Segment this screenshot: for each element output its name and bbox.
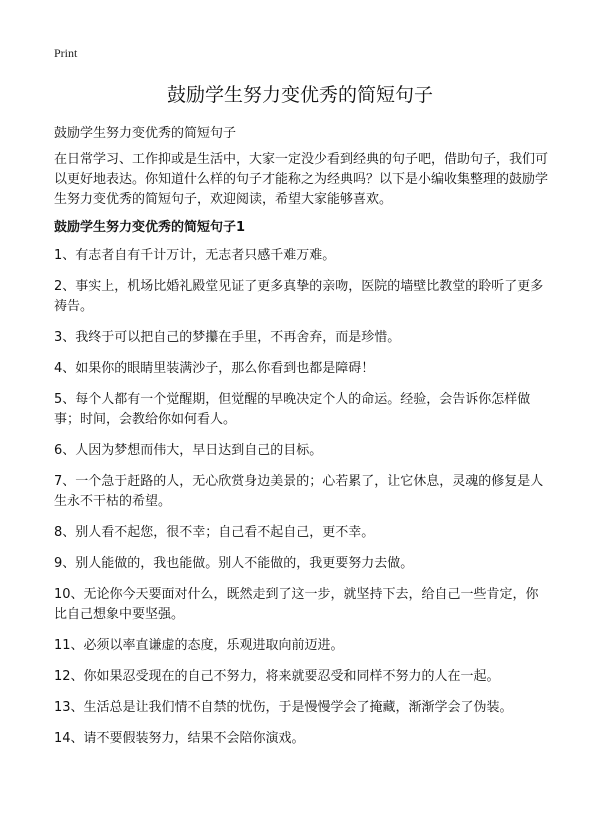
- list-item: 11、必须以率直谦虚的态度，乐观进取向前迈进。: [54, 638, 344, 653]
- print-link[interactable]: Print: [54, 46, 78, 60]
- list-item: 1、有志者自有千计万计，无志者只感千难万难。: [54, 248, 336, 263]
- list-item: 10、无论你今天要面对什么，既然走到了这一步，就坚持下去，给自己一些肯定，你比自己想象中要坚强。: [54, 587, 539, 622]
- intro-paragraph: 在日常学习、工作抑或是生活中，大家一定没少看到经典的句子吧，借助句子，我们可以更好地表达。你知道什么样的句子才能称之为经典吗？以下是小编收集整理的鼓励学生努力变优秀的简短句子，欢迎阅读，希望大家能够喜欢。: [54, 152, 549, 207]
- list-item: 5、每个人都有一个觉醒期，但觉醒的早晚决定个人的命运。经验，会告诉你怎样做事；时间，会教给你如何看人。: [54, 392, 531, 427]
- list-item: 2、事实上，机场比婚礼殿堂见证了更多真挚的亲吻，医院的墙壁比教堂的聆听了更多祷告。: [54, 279, 544, 314]
- section-heading: 鼓励学生努力变优秀的简短句子1: [54, 220, 246, 235]
- page-title: 鼓励学生努力变优秀的简短句子: [166, 84, 433, 106]
- list-item: 8、别人看不起您，很不幸；自己看不起自己，更不幸。: [54, 525, 375, 540]
- sentence-list: [54, 246, 550, 760]
- list-item: 14、请不要假装努力，结果不会陪你演戏。: [54, 731, 305, 746]
- article-subtitle: 鼓励学生努力变优秀的简短句子: [54, 126, 237, 141]
- list-item: 12、你如果忍受现在的自己不努力，将来就要忍受和同样不努力的人在一起。: [54, 669, 500, 684]
- list-item: 7、一个急于赶路的人，无心欣赏身边美景的；心若累了，让它休息，灵魂的修复是人生永不干枯的希望。: [54, 474, 544, 509]
- list-item: 3、我终于可以把自己的梦攥在手里，不再舍弃，而是珍惜。: [54, 330, 401, 345]
- list-item: 9、别人能做的，我也能做。别人不能做的，我更要努力去做。: [54, 556, 414, 571]
- list-item: 13、生活总是让我们情不自禁的忧伤，于是慢慢学会了掩藏，渐渐学会了伪装。: [54, 700, 513, 715]
- list-item: 4、如果你的眼睛里装满沙子，那么你看到也都是障碍！: [54, 361, 375, 376]
- list-item: 6、人因为梦想而伟大，早日达到自己的目标。: [54, 443, 323, 458]
